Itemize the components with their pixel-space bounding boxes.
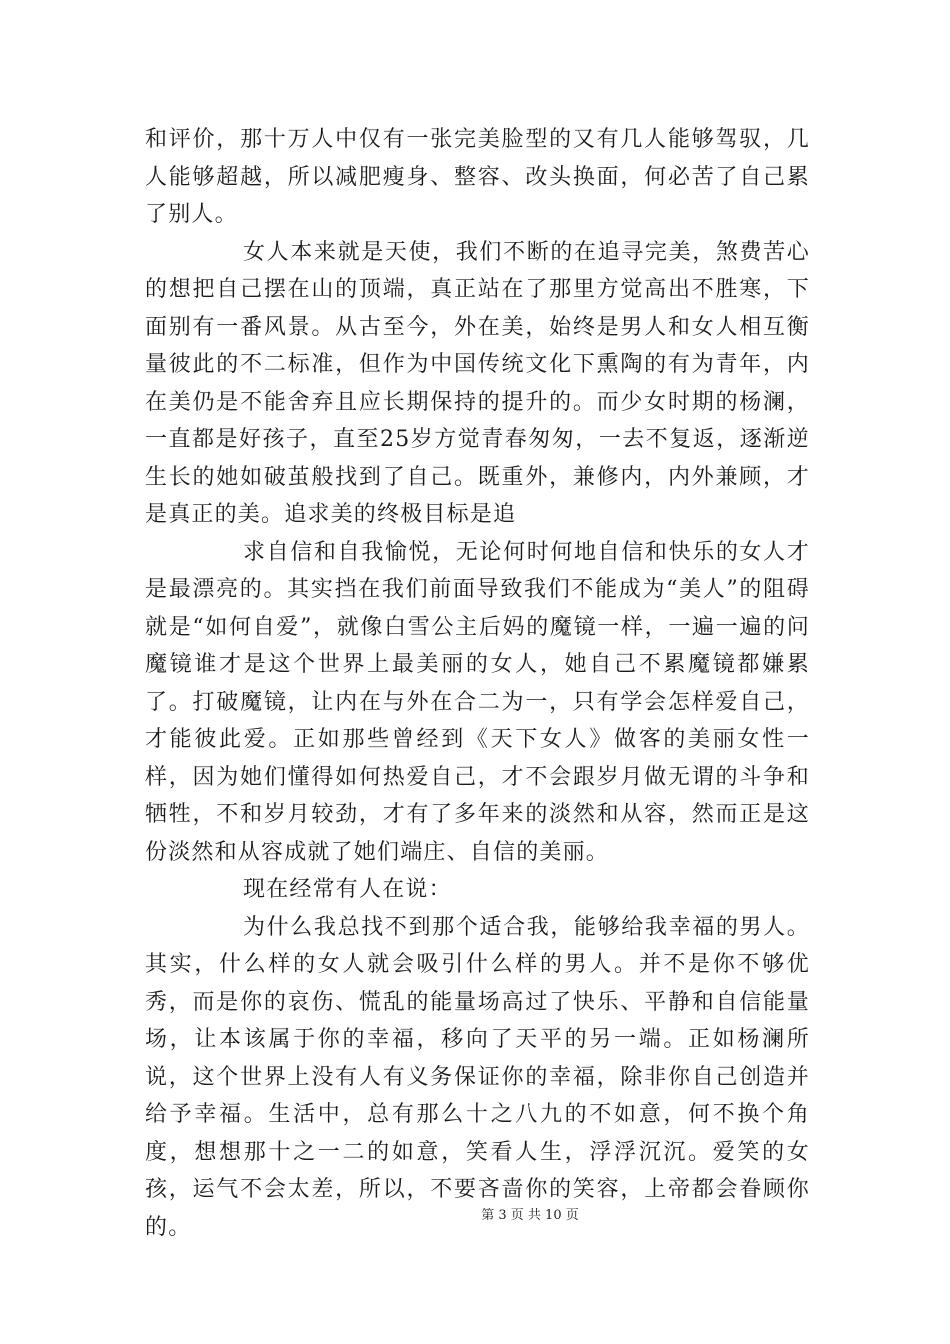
paragraph-continuation: 和评价，那十万人中仅有一张完美脸型的又有几人能够驾驭，几人能够超越，所以减肥瘦身、整容、改头换面，何必苦了自己累了别人。: [145, 127, 810, 227]
paragraph-people-say: 现在经常有人在说：: [243, 877, 452, 902]
paragraph-inner-beauty: 女人本来就是天使，我们不断的在追寻完美，煞费苦心的想把自己摆在山的顶端，真正站在了那里方觉高出不胜寒，下面别有一番风景。从古至今，外在美，始终是男人和女人相互衡量彼此的不二标准，但作为中国传统文化下熏陶的有为青年，内在美仍是不能舍弃且应长期保持的提升的。而少女时期的杨澜，一直都是好孩子，直至25岁方觉青春匆匆，一去不复返，逐渐逆生长的她如破茧般找到了自己。既重外，兼修内，内外兼顾，才是真正的美。追求美的终极目标是追: [145, 239, 810, 527]
page-number-footer: 第 3 页 共 10 页: [481, 1208, 579, 1223]
paragraph-happiness: 为什么我总找不到那个适合我，能够给我幸福的男人。其实，什么样的女人就会吸引什么样的男人。并不是你不够优秀，而是你的哀伤、慌乱的能量场高过了快乐、平静和自信能量场，让本该属于你的幸福，移向了天平的另一端。正如杨澜所说，这个世界上没有人有义务保证你的幸福，除非你自己创造并给予幸福。生活中，总有那么十之八九的不如意，何不换个角度，想想那十之一二的如意，笑看人生，浮浮沉沉。爱笑的女孩，运气不会太差，所以，不要吝啬你的笑容，上帝都会眷顾你的。: [145, 914, 810, 1240]
document-body: [145, 121, 810, 1246]
paragraph-self-love: 求自信和自我愉悦，无论何时何地自信和快乐的女人才是最漂亮的。其实挡在我们前面导致我们不能成为“美人”的阻碍就是“如何自爱”，就像白雪公主后妈的魔镜一样，一遍一遍的问魔镜谁才是这个世界上最美丽的女人，她自己不累魔镜都嫌累了。打破魔镜，让内在与外在合二为一，只有学会怎样爱自己，才能彼此爱。正如那些曾经到《天下女人》做客的美丽女性一样，因为她们懂得如何热爱自己，才不会跟岁月做无谓的斗争和牺牲，不和岁月较劲，才有了多年来的淡然和从容，然而正是这份淡然和从容成就了她们端庄、自信的美丽。: [145, 539, 810, 865]
